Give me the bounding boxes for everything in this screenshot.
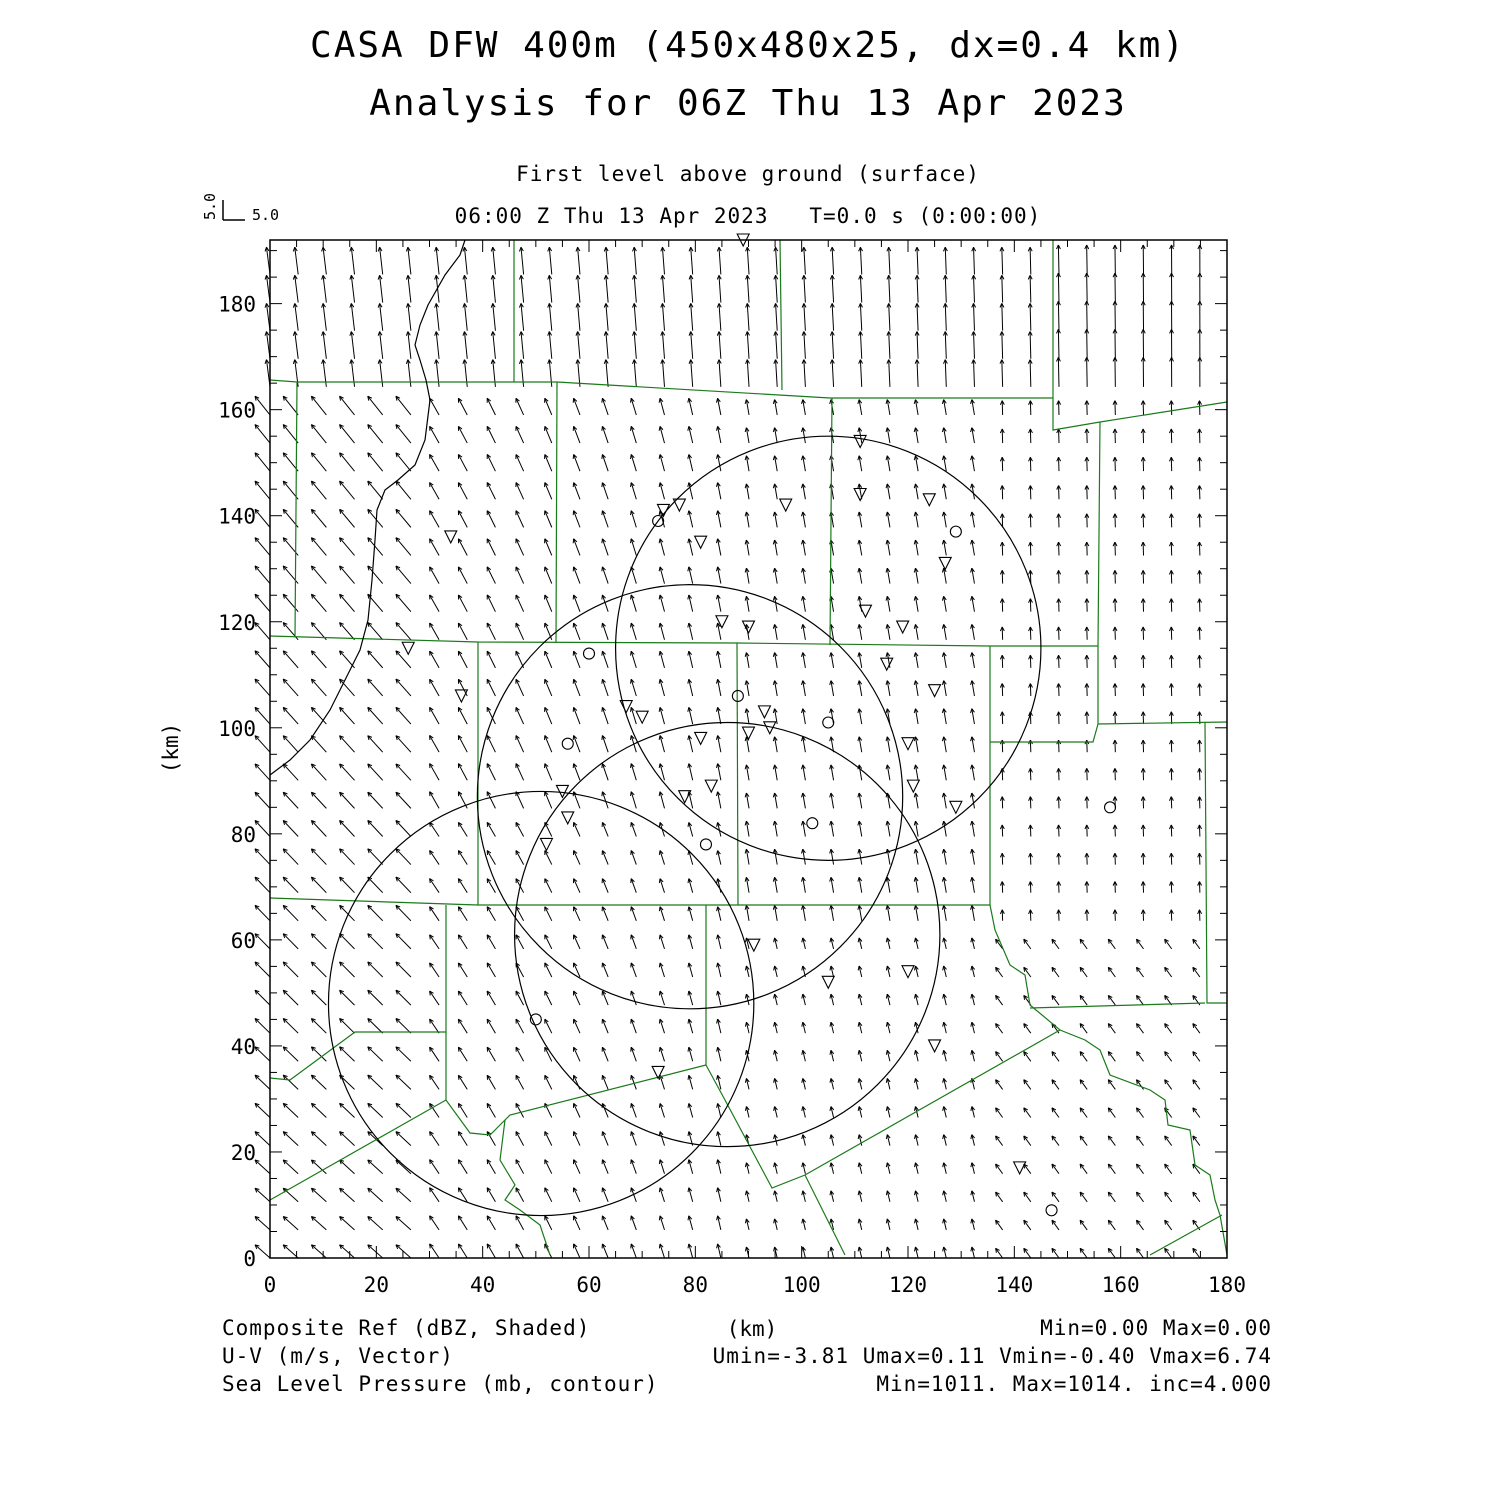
station-triangle-marker: [854, 435, 866, 447]
station-triangle-marker: [402, 642, 414, 654]
station-triangle-marker: [902, 966, 914, 978]
station-triangle-marker: [902, 738, 914, 750]
station-circle-marker: [700, 839, 711, 850]
x-tick-label: 160: [1101, 1273, 1140, 1297]
station-triangle-marker: [780, 499, 792, 511]
y-tick-label: 20: [230, 1140, 256, 1165]
vector-key-u-label: 5.0: [252, 206, 280, 224]
x-tick-label: 0: [263, 1273, 277, 1297]
station-triangle-marker: [636, 711, 648, 723]
station-triangle-marker: [705, 780, 717, 792]
station-circle-marker: [1105, 802, 1116, 813]
legend-slp-stats: Min=1011. Max=1014. inc=4.000: [876, 1372, 1272, 1396]
y-axis-label: (km): [159, 722, 183, 774]
station-circle-marker: [1046, 1205, 1057, 1216]
station-circle-marker: [807, 818, 818, 829]
y-tick-label: 40: [230, 1034, 256, 1059]
x-tick-label: 80: [682, 1273, 708, 1297]
y-tick-label: 180: [218, 292, 256, 317]
station-triangle-marker: [695, 732, 707, 744]
legend-slp-label: Sea Level Pressure (mb, contour): [222, 1372, 659, 1396]
y-tick-label: 0: [243, 1247, 256, 1271]
station-circle-marker: [950, 526, 961, 537]
x-tick-labels: [264, 1273, 1246, 1297]
x-tick-label: 100: [782, 1273, 821, 1297]
level-label: First level above ground (surface): [516, 162, 980, 186]
y-tick-label: 160: [218, 398, 256, 423]
station-triangle-marker: [758, 706, 770, 718]
y-tick-label: 120: [218, 610, 256, 635]
x-tick-label: 20: [363, 1273, 389, 1297]
chart-subtitle-analysis: Analysis for 06Z Thu 13 Apr 2023: [369, 83, 1127, 124]
legend-wind-stats: Umin=-3.81 Umax=0.11 Vmin=-0.40 Vmax=6.74: [712, 1344, 1272, 1368]
station-circle-marker: [732, 690, 743, 701]
station-triangle-marker: [445, 531, 457, 543]
station-triangle-marker: [540, 838, 552, 850]
station-circle-marker: [584, 648, 595, 659]
vector-key: [201, 193, 279, 224]
station-triangle-marker: [881, 658, 893, 670]
station-triangle-marker: [743, 727, 755, 739]
y-tick-label: 80: [230, 822, 256, 847]
x-tick-label: 140: [995, 1273, 1034, 1297]
station-triangle-marker: [748, 939, 760, 951]
x-tick-label: 180: [1208, 1273, 1246, 1297]
station-triangle-marker: [562, 812, 574, 824]
radar-range-rings: [328, 436, 1040, 1215]
station-triangle-marker: [1014, 1162, 1026, 1174]
radar-range-ring: [515, 722, 940, 1146]
y-tick-label: 60: [230, 928, 256, 953]
legend-ref-stats: Min=0.00 Max=0.00: [1040, 1316, 1272, 1340]
station-circle-marker: [823, 717, 834, 728]
vector-key-v-label: 5.0: [201, 192, 219, 220]
y-tick-label: 140: [218, 504, 256, 529]
station-triangle-marker: [929, 685, 941, 697]
y-tick-labels: [218, 293, 256, 1271]
legend-wind-label: U-V (m/s, Vector): [222, 1344, 454, 1368]
station-triangle-marker: [939, 557, 951, 569]
chart-title: CASA DFW 400m (450x480x25, dx=0.4 km): [310, 25, 1186, 66]
radar-range-ring: [616, 436, 1041, 860]
station-triangle-marker: [907, 780, 919, 792]
station-triangle-marker: [929, 1040, 941, 1052]
x-tick-label: 60: [576, 1273, 602, 1297]
station-triangle-marker: [950, 801, 962, 813]
station-triangle-marker: [455, 690, 467, 702]
station-circle-marker: [562, 738, 573, 749]
x-tick-label: 120: [889, 1273, 927, 1297]
station-triangle-marker: [822, 976, 834, 988]
legend-ref-label: Composite Ref (dBZ, Shaded): [222, 1316, 591, 1340]
x-tick-label: 40: [470, 1273, 496, 1297]
station-triangle-marker: [695, 536, 707, 548]
station-triangle-marker: [897, 621, 909, 633]
x-axis-label: (km): [726, 1317, 778, 1341]
valid-time-label: 06:00 Z Thu 13 Apr 2023 T=0.0 s (0:00:00): [454, 204, 1042, 228]
y-tick-label: 100: [218, 716, 256, 741]
pressure-contours: [270, 240, 465, 775]
station-triangle-marker: [923, 494, 935, 506]
